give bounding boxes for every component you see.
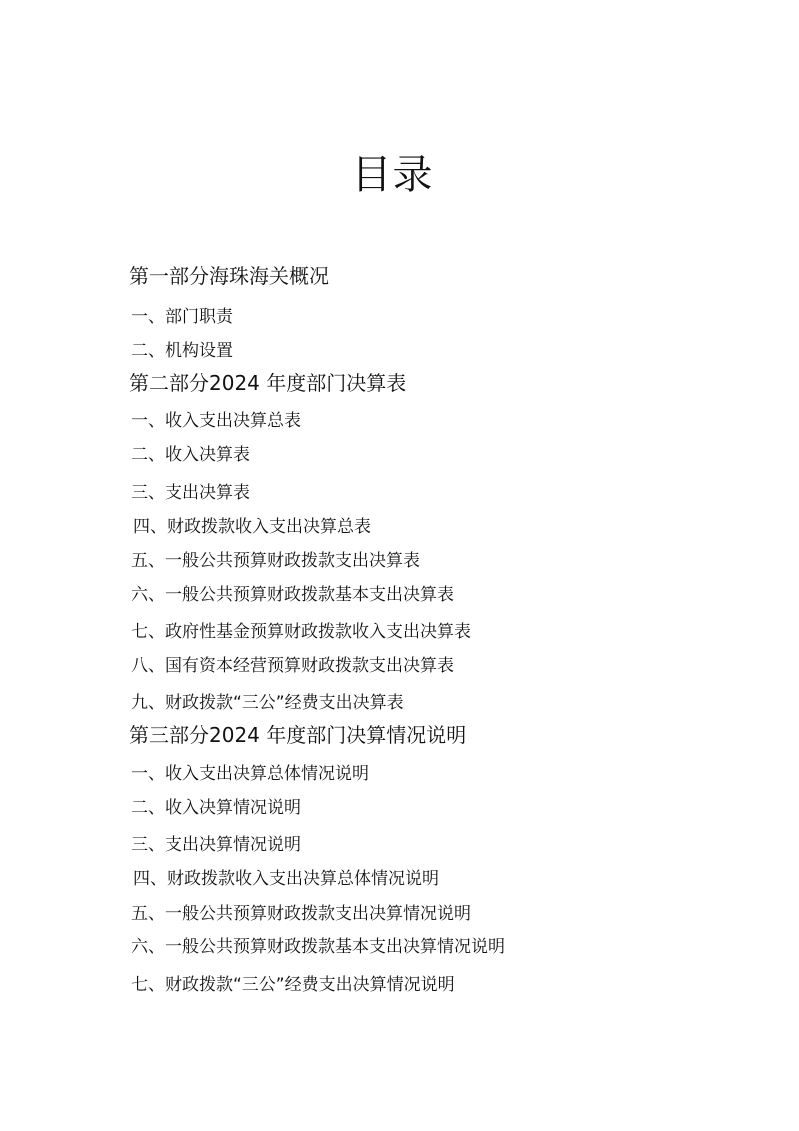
toc-item[interactable]: 一、部门职责 bbox=[131, 307, 233, 327]
toc-item[interactable]: 一、收入支出决算总体情况说明 bbox=[131, 764, 369, 784]
toc-item[interactable]: 五、一般公共预算财政拨款支出决算情况说明 bbox=[131, 904, 471, 924]
toc-item[interactable]: 九、财政拨款“三公”经费支出决算表 bbox=[131, 693, 404, 713]
toc-item[interactable]: 七、政府性基金预算财政拨款收入支出决算表 bbox=[131, 622, 471, 642]
toc-item[interactable]: 二、收入决算表 bbox=[131, 445, 250, 465]
toc-item[interactable]: 五、一般公共预算财政拨款支出决算表 bbox=[131, 551, 420, 571]
toc-part1-heading[interactable]: 第一部分海珠海关概况 bbox=[129, 264, 329, 288]
toc-item[interactable]: 四、财政拨款收入支出决算总体情况说明 bbox=[133, 869, 439, 889]
toc-item[interactable]: 六、一般公共预算财政拨款基本支出决算表 bbox=[131, 585, 454, 605]
toc-part3-heading[interactable]: 第三部分2024 年度部门决算情况说明 bbox=[129, 723, 467, 747]
toc-item[interactable]: 三、支出决算情况说明 bbox=[131, 835, 301, 855]
toc-item[interactable]: 三、支出决算表 bbox=[131, 483, 250, 503]
toc-item[interactable]: 七、财政拨款“三公”经费支出决算情况说明 bbox=[131, 975, 455, 995]
toc-item[interactable]: 六、一般公共预算财政拨款基本支出决算情况说明 bbox=[131, 937, 505, 957]
toc-item[interactable]: 二、机构设置 bbox=[131, 341, 233, 361]
toc-item[interactable]: 一、收入支出决算总表 bbox=[131, 411, 301, 431]
toc-item[interactable]: 四、财政拨款收入支出决算总表 bbox=[133, 517, 371, 537]
toc-part2-heading[interactable]: 第二部分2024 年度部门决算表 bbox=[129, 371, 407, 395]
toc-item[interactable]: 二、收入决算情况说明 bbox=[131, 798, 301, 818]
page-title: 目录 bbox=[351, 152, 434, 198]
toc-item[interactable]: 八、国有资本经营预算财政拨款支出决算表 bbox=[131, 656, 454, 676]
